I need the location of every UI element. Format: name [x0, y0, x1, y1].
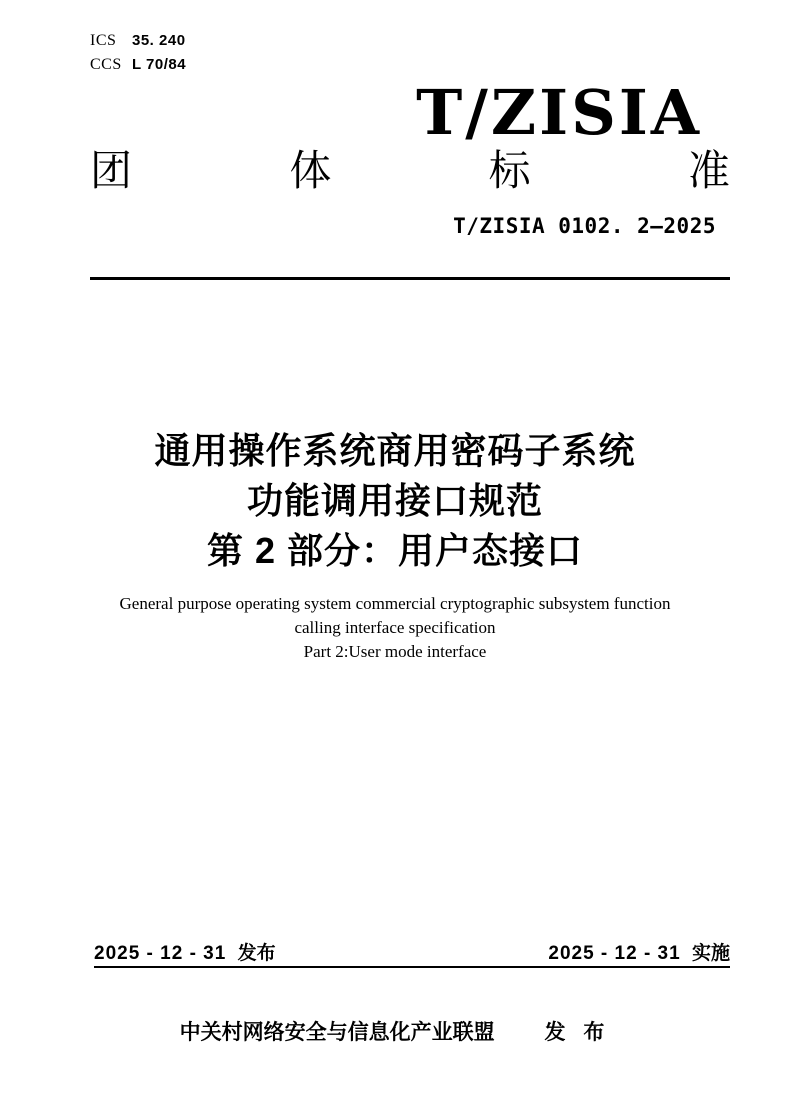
standard-type-heading	[90, 148, 730, 194]
standard-type-char-1: 团	[90, 147, 133, 194]
english-title	[70, 592, 720, 664]
implement-date-block	[548, 938, 730, 965]
ics-label: ICS	[90, 32, 117, 49]
implement-date: 2025 - 12 - 31	[548, 943, 681, 964]
publisher-name: 中关村网络安全与信息化产业联盟	[179, 1021, 495, 1044]
title-line-3: 第 2 部分：用户态接口	[206, 530, 584, 571]
standard-number: T/ZISIA 0102. 2—2025	[453, 214, 716, 238]
publish-label: 发 布	[544, 1021, 611, 1044]
english-title-line-2: calling interface specification	[294, 618, 496, 637]
english-title-line-1: General purpose operating system commercial cryptographic subsystem function	[119, 594, 671, 613]
classification-codes	[90, 32, 186, 80]
publisher-row	[0, 1016, 790, 1046]
implement-label: 实施	[691, 943, 730, 964]
document-title	[0, 426, 790, 576]
ccs-value: L 70/84	[132, 56, 187, 73]
ics-row	[90, 32, 186, 56]
english-title-line-3: Part 2:User mode interface	[303, 642, 487, 661]
issue-date-block	[94, 938, 276, 965]
ccs-label: CCS	[90, 56, 122, 73]
ccs-row	[90, 56, 186, 80]
standard-type-char-3: 标	[488, 147, 531, 194]
title-line-2: 功能调用接口规范	[246, 480, 543, 521]
issue-label: 发布	[237, 943, 276, 964]
header-rule	[90, 277, 730, 280]
footer-rule	[94, 966, 730, 968]
footer-dates	[94, 938, 730, 965]
ics-value: 35. 240	[132, 32, 186, 49]
standard-type-char-4: 准	[687, 147, 730, 194]
standard-type-char-2: 体	[289, 147, 332, 194]
title-line-1: 通用操作系统商用密码子系统	[154, 430, 636, 471]
organization-logo: T/ZISIA	[416, 76, 702, 149]
issue-date: 2025 - 12 - 31	[94, 943, 227, 964]
